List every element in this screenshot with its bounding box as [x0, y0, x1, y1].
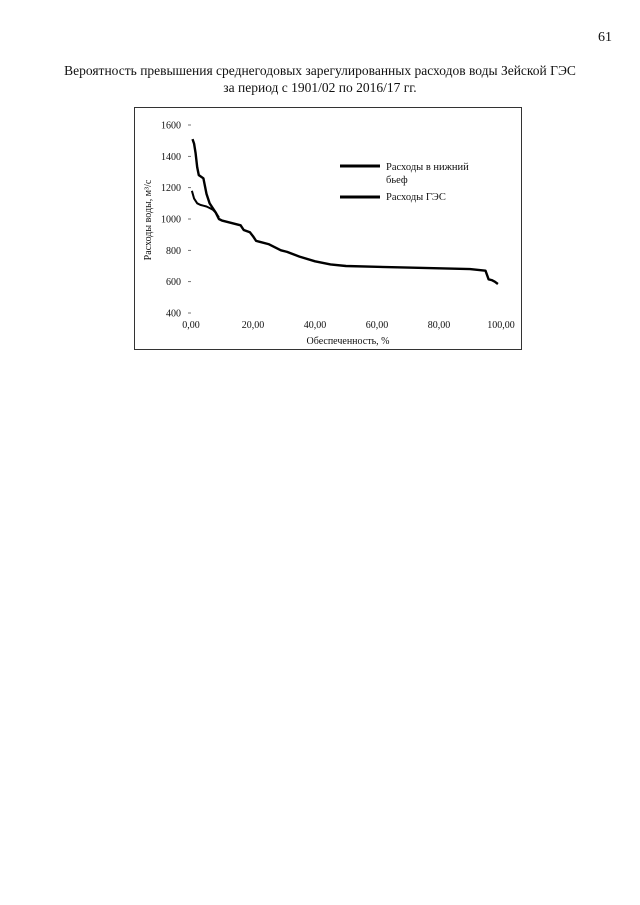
- y-tick-label: 1600: [161, 120, 181, 132]
- x-tick-label: 100,00: [487, 320, 515, 331]
- caption-line-1: Вероятность превышения среднегодовых зарегулированных расходов воды Зейской ГЭС: [64, 63, 576, 78]
- chart-caption: [40, 62, 600, 96]
- y-tick-label: 1000: [161, 214, 181, 226]
- legend-label-downstream: [386, 162, 471, 186]
- y-tick-label: 1200: [161, 183, 181, 195]
- legend: [340, 162, 471, 203]
- x-tick-label: 80,00: [427, 320, 451, 331]
- chart-frame: [134, 107, 522, 350]
- legend-label-hpp: Расходы ГЭС: [386, 192, 446, 203]
- y-tick-label: 400: [166, 308, 181, 320]
- x-tick-label: 0,00: [182, 320, 200, 331]
- y-axis-label: Расходы воды, м³/с: [143, 179, 154, 261]
- caption-line-2: за период с 1901/02 по 2016/17 гг.: [223, 80, 417, 95]
- legend-label-downstream-line2: бьеф: [386, 175, 408, 186]
- series-layer: [192, 139, 498, 284]
- series-line-0: [193, 139, 498, 284]
- y-tick-label: 800: [166, 245, 181, 257]
- y-tick-label: 1400: [161, 151, 181, 163]
- probability-chart: [135, 108, 523, 351]
- x-axis-ticks: [182, 320, 515, 331]
- x-axis-label: Обеспеченность, %: [306, 336, 390, 347]
- x-tick-label: 60,00: [365, 320, 389, 331]
- y-tick-label: 600: [166, 277, 181, 289]
- x-tick-label: 40,00: [303, 320, 327, 331]
- y-axis-ticks: [161, 121, 191, 320]
- x-tick-label: 20,00: [241, 320, 265, 331]
- legend-label-downstream-line1: Расходы в нижний: [386, 162, 469, 173]
- page-number: 61: [598, 30, 612, 45]
